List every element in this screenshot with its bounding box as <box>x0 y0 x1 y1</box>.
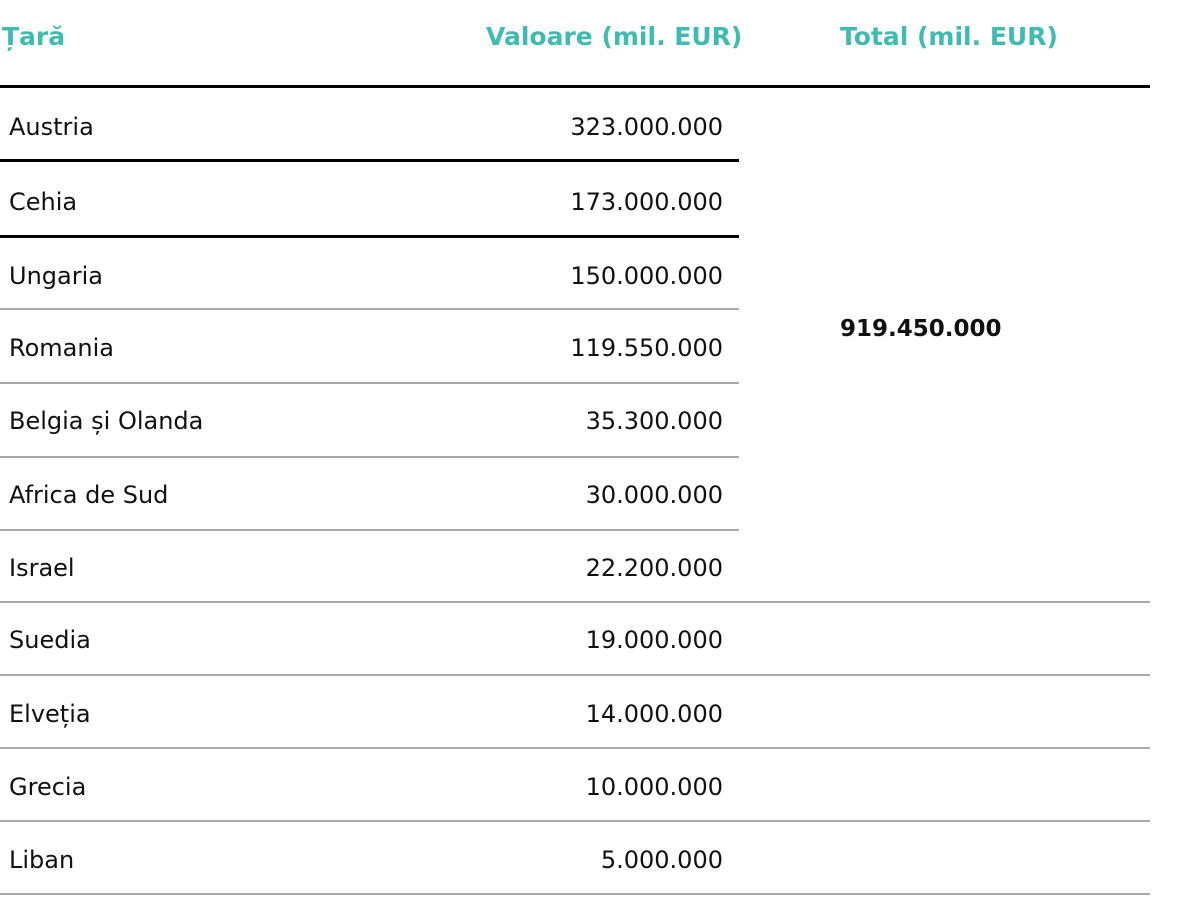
row-divider <box>0 747 1150 749</box>
value-column-header: Valoare (mil. EUR) <box>486 22 743 51</box>
country-cell: Belgia și Olanda <box>9 407 204 435</box>
country-cell: Romania <box>9 334 114 362</box>
country-cell: Suedia <box>9 626 91 654</box>
row-divider <box>0 674 1150 676</box>
country-cell: Liban <box>9 846 75 874</box>
row-divider <box>0 456 739 458</box>
country-cell: Israel <box>9 554 75 582</box>
country-cell: Grecia <box>9 773 87 801</box>
value-cell: 35.300.000 <box>585 407 723 435</box>
value-cell: 19.000.000 <box>585 626 723 654</box>
total-value: 919.450.000 <box>840 316 1002 342</box>
country-column-header: Țară <box>2 22 66 51</box>
value-cell: 14.000.000 <box>585 700 723 728</box>
row-divider <box>0 820 1150 822</box>
country-cell: Africa de Sud <box>9 481 169 509</box>
country-cell: Ungaria <box>9 262 103 290</box>
row-divider <box>0 529 739 531</box>
row-divider <box>0 159 739 162</box>
row-divider <box>0 235 739 238</box>
value-cell: 173.000.000 <box>570 188 723 216</box>
row-divider <box>0 601 1150 603</box>
country-cell: Cehia <box>9 188 78 216</box>
row-divider <box>0 382 739 384</box>
value-cell: 150.000.000 <box>570 262 723 290</box>
value-cell: 22.200.000 <box>585 554 723 582</box>
value-cell: 30.000.000 <box>585 481 723 509</box>
row-divider <box>0 893 1150 895</box>
value-cell: 119.550.000 <box>570 334 723 362</box>
total-column-header: Total (mil. EUR) <box>840 22 1058 51</box>
value-cell: 323.000.000 <box>570 113 723 141</box>
row-divider <box>0 308 739 310</box>
value-cell: 10.000.000 <box>585 773 723 801</box>
country-cell: Austria <box>9 113 94 141</box>
country-cell: Elveția <box>9 700 91 728</box>
header-rule <box>0 85 1150 88</box>
value-cell: 5.000.000 <box>600 846 723 874</box>
